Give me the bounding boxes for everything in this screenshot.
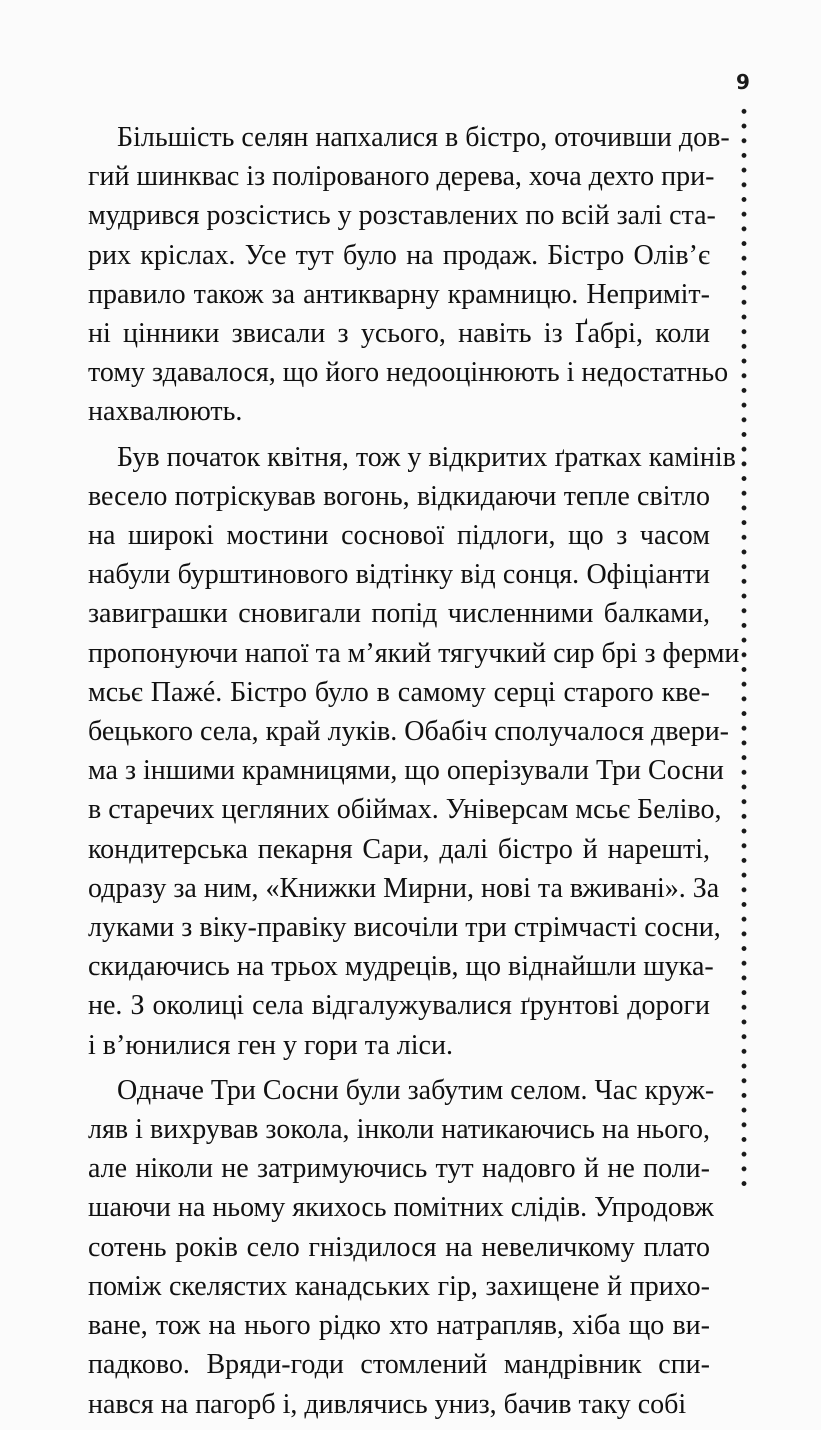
text-line: і в’юнилися ген у гори та ліси. — [88, 1029, 453, 1061]
text-line: правило також за антикварну крамницю. Неприміт- — [88, 278, 710, 310]
text-line: набули бурштинового відтінку від сонця. Офіціанти — [88, 559, 710, 591]
text-line: весело потріскував вогонь, відкидаючи тепле світло — [88, 480, 710, 512]
text-line: скидаючись на трьох мудреців, що віднайшли шука- — [88, 951, 714, 983]
text-line: завиграшки сновигали попід численними балками, — [88, 598, 710, 630]
text-line: Одначе Три Сосни були забутим селом. Час круж- — [117, 1074, 715, 1106]
text-line: сотень років село гніздилося на невеличкому плато — [88, 1231, 710, 1263]
dotted-margin-rule — [740, 104, 748, 1194]
text-line: гий шинквас із полірованого дерева, хоча дехто при- — [88, 161, 715, 193]
text-line: ма з іншими крамницями, що оперізували Три Сосни — [88, 755, 724, 787]
text-line: ване, тож на нього рідко хто натрапляв, хіба що ви- — [88, 1310, 710, 1342]
text-line: ні цінники звисали з усього, навіть із Ґабрі, коли — [88, 318, 710, 350]
text-line: не. З околиці села відгалужувалися ґрунтові дороги — [88, 990, 710, 1022]
page-number: 9 — [736, 70, 750, 94]
text-line: ляв і вихрував зокола, інколи натикаючись на нього, — [88, 1114, 710, 1146]
text-line: Був початок квітня, тож у відкритих ґратках камінів — [117, 441, 736, 473]
text-line: шаючи на ньому якихось помітних слідів. Упродовж — [88, 1192, 714, 1224]
paragraph — [88, 438, 740, 1065]
text-line: падково. Вряди-годи стомлений мандрівник спи- — [88, 1349, 710, 1381]
text-line: луками з віку-правіку височіли три стрімчасті сосни, — [88, 912, 721, 944]
body-text — [88, 118, 740, 1430]
text-line: поміж скелястих канадських гір, захищене й прихо- — [88, 1270, 710, 1302]
text-line: тому здавалося, що його недооцінюють і недостатньо — [88, 357, 729, 389]
text-line: кондитерська пекарня Сари, далі бістро й нарешті, — [88, 833, 710, 865]
text-line: мудрився розсістись у розставлених по всій залі ста- — [88, 200, 716, 232]
text-line: нався на пагорб і, дивлячись униз, бачив таку собі — [88, 1388, 687, 1420]
text-line: але ніколи не затримуючись тут надовго й не поли- — [88, 1153, 710, 1185]
paragraph — [88, 118, 730, 432]
text-line: на широкі мостини соснової підлоги, що з часом — [88, 520, 710, 552]
text-line: Більшість селян напхалися в бістро, оточивши дов- — [117, 122, 730, 153]
text-line: одразу за ним, «Книжки Мирни, нові та вживані». За — [88, 872, 720, 904]
text-line: нахвалюють. — [88, 396, 243, 428]
paragraph — [88, 1071, 715, 1424]
text-line: бецького села, край луків. Обабіч сполучалося двери- — [88, 716, 730, 748]
text-line: мсьє Пажé. Бістро було в самому серці старого кве- — [88, 676, 710, 708]
text-line: рих кріслах. Усе тут було на продаж. Бістро Олів’є — [88, 239, 710, 271]
text-line: в старечих цегляних обіймах. Універсам мсьє Беліво, — [88, 794, 722, 826]
text-line: пропонуючи напої та м’який тягучкий сир брі з ферми — [88, 637, 740, 669]
